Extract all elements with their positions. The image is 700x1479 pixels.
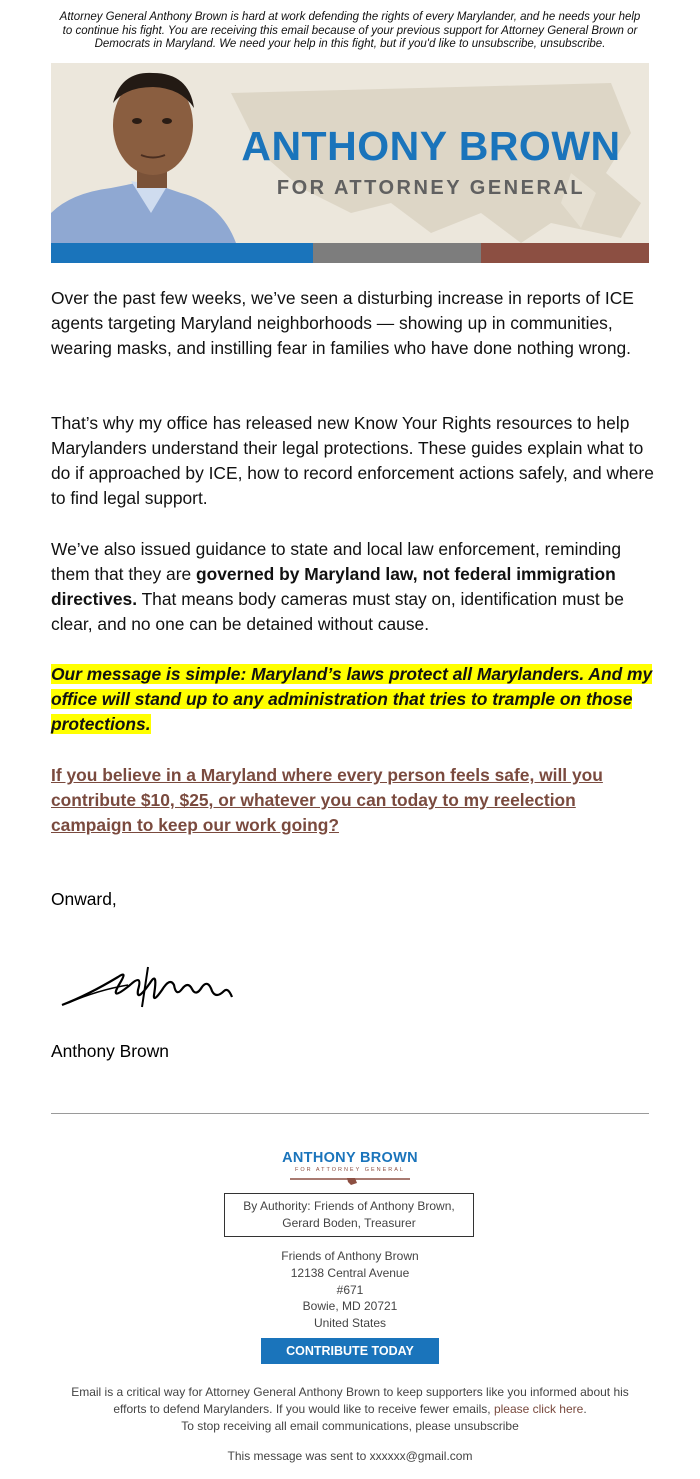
preheader-text: Attorney General Anthony Brown is hard at work defending the rights of every Marylander, and he needs your help to continue his fight. You are receiving this email because of your previous support for Attorney General Brown or Democrats in Maryland. We need your help in this fight, but if you'd like to unsubscribe, (59, 11, 641, 50)
mailing-address (200, 1248, 500, 1332)
address-line: Friends of Anthony Brown (281, 1249, 419, 1263)
fine-print-period: . (583, 1401, 587, 1416)
paragraph-3 (51, 537, 655, 637)
donation-ask (51, 763, 655, 838)
header-banner (51, 63, 649, 263)
stripe-blue (51, 243, 313, 263)
paragraph-3-text: We’ve also issued guidance to state and local law enforcement, reminding them that they are (51, 539, 622, 584)
highlighted-text: Our message is simple: Maryland’s laws protect all Marylanders. And my office will stand up to any administration that tries to trample on those protections. (51, 664, 653, 734)
authority-box (224, 1193, 474, 1237)
footer-logo-subtitle: FOR ATTORNEY GENERAL (295, 1167, 405, 1173)
address-line: Bowie, MD 20721 (302, 1299, 398, 1314)
footer-logo-title: ANTHONY BROWN (282, 1150, 418, 1166)
paragraph-3-bold: governed by Maryland law, not federal immigration directives. (51, 564, 616, 609)
sent-to-notice: This message was sent to xxxxxx@gmail.com (227, 1449, 473, 1463)
banner-title: ANTHONY BROWN (241, 123, 621, 169)
candidate-photo (51, 63, 241, 243)
closing-text: Onward, (51, 889, 117, 909)
address-line: 12138 Central Avenue (290, 1265, 410, 1280)
paragraph-3-text-end: That means body cameras must stay on, identification must be clear, and no one can be detained without cause. (51, 589, 624, 634)
address-line: #671 (336, 1282, 364, 1297)
stripe-gray (313, 243, 481, 263)
footer-divider (51, 1113, 649, 1114)
footer-logo-underline (285, 1176, 415, 1186)
banner-subtitle: FOR ATTORNEY GENERAL (276, 177, 586, 199)
signature-name: Anthony Brown (51, 1041, 169, 1061)
paragraph-1: Over the past few weeks, we’ve seen a disturbing increase in reports of ICE agents targeting Maryland neighborhoods — showing up in communities, wearing masks, and instilling fear in families who have done nothing wrong. (51, 288, 634, 358)
unsubscribe-text[interactable]: To stop receiving all email communications, please unsubscribe (181, 1418, 519, 1433)
fine-print-text: Email is a critical way for Attorney General Anthony Brown to keep supporters like you informed about his efforts to defend Marylanders. If you would like to receive fewer emails, (71, 1385, 629, 1416)
footer-logo (280, 1150, 420, 1191)
signature-image (58, 955, 238, 1015)
stripe-brown (481, 243, 649, 263)
contribute-button[interactable]: CONTRIBUTE TODAY (261, 1338, 439, 1364)
paragraph-2: That’s why my office has released new Know Your Rights resources to help Marylanders understand their legal protections. These guides explain what to do if approached by ICE, how to record enforcement actions safely, and where to find legal support. (51, 413, 654, 508)
fewer-emails-link[interactable]: please click here (493, 1401, 584, 1416)
address-line: United States (313, 1316, 387, 1331)
authority-line-2: Gerard Boden, Treasurer (282, 1216, 416, 1230)
unsubscribe-link[interactable]: unsubscribe. (540, 38, 606, 50)
donation-ask-link[interactable]: If you believe in a Maryland where every person feels safe, will you contribute $10, $25, or whatever you can today to my reelection campaign to keep our work going? (51, 765, 603, 835)
authority-line-1: By Authority: Friends of Anthony Brown, (243, 1199, 455, 1213)
preheader (55, 11, 645, 52)
highlighted-message (51, 662, 655, 737)
fine-print (60, 1384, 640, 1434)
